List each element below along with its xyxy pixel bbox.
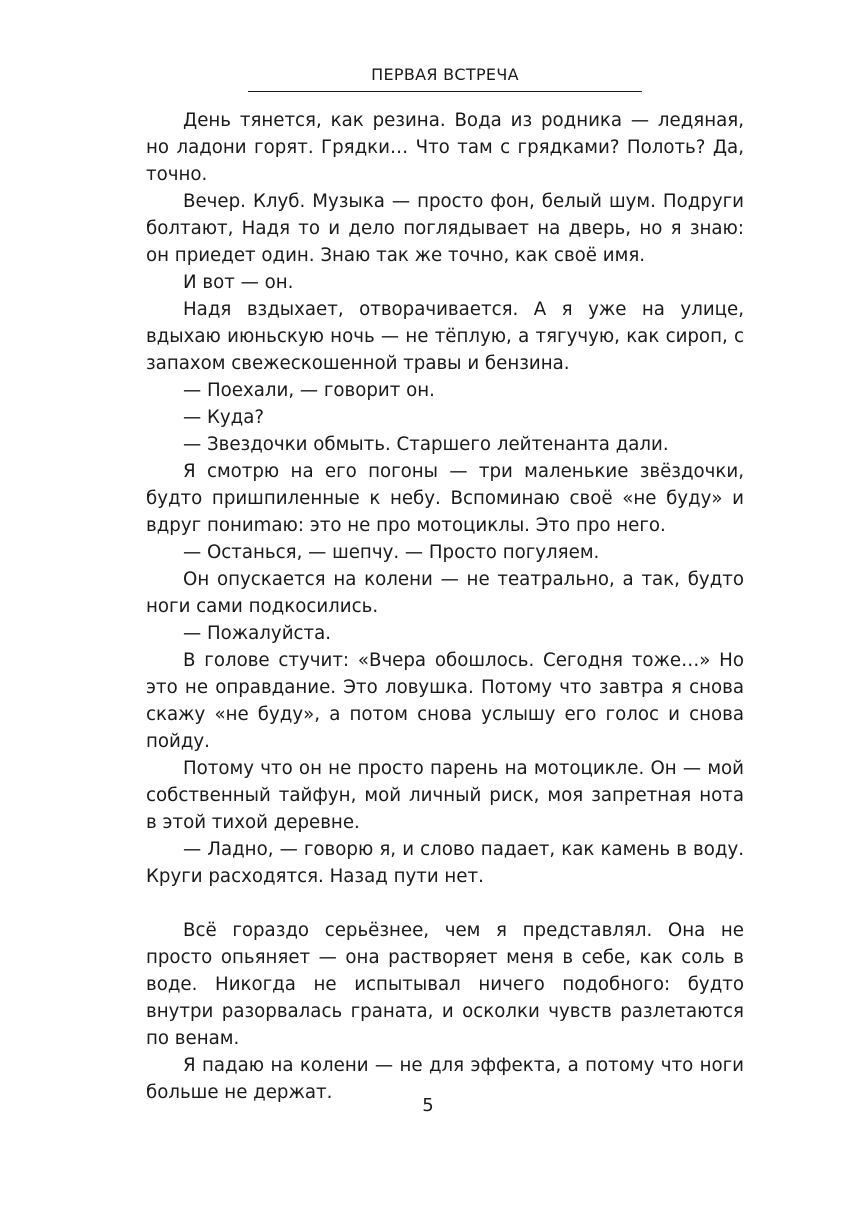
paragraph: Я падаю на колени — не для эффекта, а потому что ноги больше не держат. xyxy=(146,1055,744,1103)
paragraph: Потому что он не просто парень на мотоцикле. Он — мой собственный тайфун, мой личный риск, моя запретная нота в этой тихой деревне. xyxy=(146,758,744,833)
running-head: ПЕРВАЯ ВСТРЕЧА xyxy=(371,65,519,84)
dialogue-line: — Поехали, — говорит он. xyxy=(183,380,435,401)
running-head-rule xyxy=(248,91,642,92)
dialogue-line: — Ладно, — говорю я, и слово падает, как камень в воду. Круги расходятся. Назад пути нет. xyxy=(146,839,744,887)
paragraph: Я смотрю на его погоны — три маленькие звёздочки, будто пришпиленные к небу. Вспоминаю своё «не буду» и вдруг пониmаю: это не про мотоциклы. Это про него. xyxy=(146,461,744,536)
paragraph: Надя вздыхает, отворачивается. А я уже на улице, вдыхаю июньскую ночь — не тёплую, а тягучую, как сироп, с запахом свежескошенной травы и бензина. xyxy=(146,299,744,374)
paragraph: В голове стучит: «Вчера обошлось. Сегодня тоже…» Но это не оправдание. Это ловушка. Потому что завтра я снова скажу «не буду», а потом снова услышу его голос и снова пойду. xyxy=(146,650,744,752)
section-one xyxy=(146,107,744,890)
paragraph: Вечер. Клуб. Музыка — просто фон, белый шум. Подруги болтают, Надя то и дело поглядывает на дверь, но я знаю: он приедет один. Знаю так же точно, как своё имя. xyxy=(146,191,744,266)
body-text xyxy=(146,107,744,1106)
page-number: 5 xyxy=(422,1095,434,1116)
paragraph: Он опускается на колени — не театрально, а так, будто ноги сами подкосились. xyxy=(146,569,744,617)
section-break xyxy=(146,890,744,917)
paragraph: И вот — он. xyxy=(183,272,294,293)
dialogue-line: — Куда? xyxy=(183,407,265,428)
paragraph: Всё гораздо серьёзнее, чем я представлял. Она не просто опьяняет — она растворяет меня в себе, как соль в воде. Никогда не испытывал ничего подобного: будто внутри разорвалась граната, и осколки чувств разлетаются по венам. xyxy=(146,920,744,1049)
dialogue-line: — Звездочки обмыть. Старшего лейтенанта дали. xyxy=(183,434,669,455)
dialogue-line: — Пожалуйста. xyxy=(183,623,332,644)
paragraph: День тянется, как резина. Вода из родника — ледяная, но ладони горят. Грядки… Что там с грядками? Полоть? Да, точно. xyxy=(146,110,744,185)
dialogue-line: — Останься, — шепчу. — Просто погуляем. xyxy=(183,542,600,563)
section-two xyxy=(146,917,744,1106)
